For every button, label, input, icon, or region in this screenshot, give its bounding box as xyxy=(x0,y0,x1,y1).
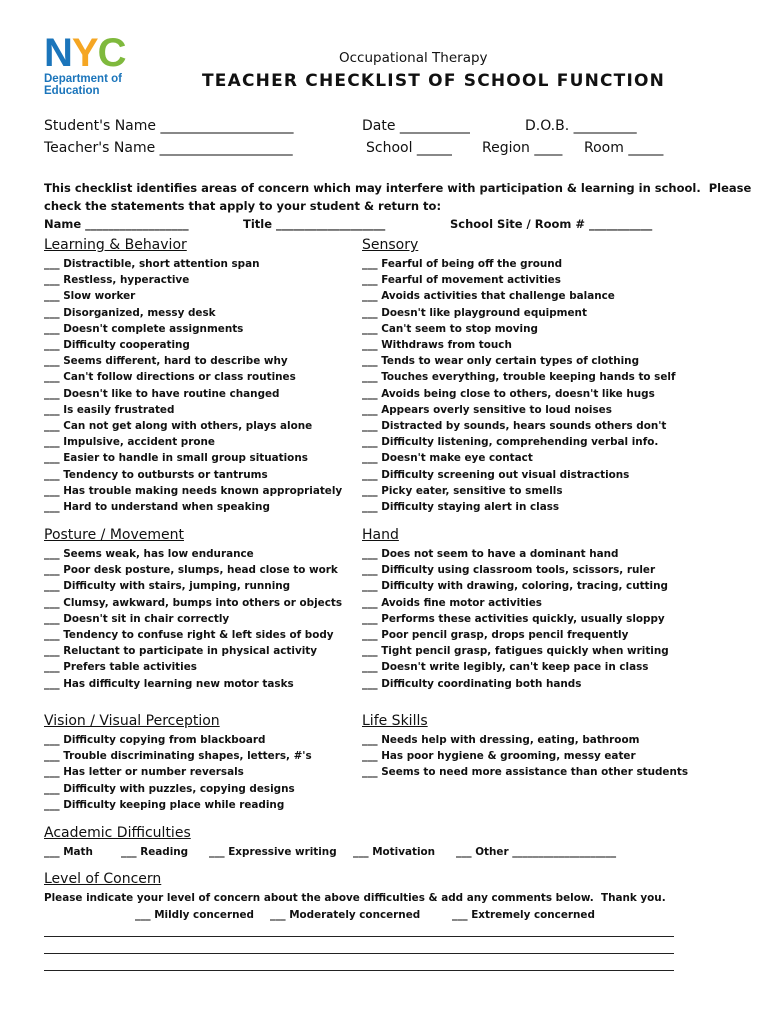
comment-line[interactable] xyxy=(44,970,674,971)
checklist-item[interactable]: ___ Difficulty listening, comprehending verbal info. xyxy=(362,436,659,449)
checklist-item[interactable]: ___ Tends to wear only certain types of clothing xyxy=(362,355,640,368)
concern-instruction: Please indicate your level of concern about the above difficulties & add any comments below. Thank you. xyxy=(44,892,666,904)
checklist-item[interactable]: ___ Hard to understand when speaking xyxy=(44,501,270,514)
checklist-item[interactable]: ___ Poor desk posture, slumps, head close to work xyxy=(44,564,338,577)
academic-heading: Academic Difficulties xyxy=(44,825,191,841)
logo-line-2: Education xyxy=(44,85,100,97)
checklist-item[interactable]: ___ Clumsy, awkward, bumps into others or objects xyxy=(44,596,343,609)
checklist-item[interactable]: ___ Difficulty using classroom tools, scissors, ruler xyxy=(362,564,656,577)
checklist-item[interactable]: ___ Appears overly sensitive to loud noises xyxy=(362,403,612,416)
sensory-heading: Sensory xyxy=(362,237,419,253)
checklist-item[interactable]: ___ Tendency to confuse right & left sides of body xyxy=(44,629,334,642)
intro-line-1: This checklist identifies areas of concern which may interfere with participation & learning in school. Please xyxy=(44,181,752,195)
checklist-item[interactable]: ___ Is easily frustrated xyxy=(44,403,175,416)
checklist-item[interactable]: ___ Difficulty cooperating xyxy=(44,339,190,352)
academic-item-reading[interactable]: ___ Reading xyxy=(121,846,189,858)
learning-behavior-list xyxy=(44,256,342,515)
logo-letters: NYC xyxy=(44,31,126,75)
concern-heading: Level of Concern xyxy=(44,871,162,887)
room-field[interactable]: Room _____ xyxy=(584,140,664,156)
checklist-item[interactable]: ___ Can't follow directions or class routines xyxy=(44,371,296,384)
checklist-item[interactable]: ___ Doesn't write legibly, can't keep pace in class xyxy=(362,661,649,674)
comment-line[interactable] xyxy=(44,953,674,954)
checklist-item[interactable]: ___ Avoids fine motor activities xyxy=(362,596,542,609)
checklist-item[interactable]: ___ Seems weak, has low endurance xyxy=(44,548,254,560)
checklist-item[interactable]: ___ Difficulty with puzzles, copying designs xyxy=(44,782,295,795)
sensory-list xyxy=(362,256,676,515)
checklist-item[interactable]: ___ Fearful of movement activities xyxy=(362,274,561,287)
comment-line[interactable] xyxy=(44,936,674,937)
checklist-item[interactable]: ___ Withdraws from touch xyxy=(362,339,512,352)
checklist-item[interactable]: ___ Fearful of being off the ground xyxy=(362,258,563,270)
checklist-item[interactable]: ___ Prefers table activities xyxy=(44,661,197,674)
checklist-item[interactable]: ___ Difficulty screening out visual distractions xyxy=(362,468,630,481)
intro-line-2: check the statements that apply to your student & return to: xyxy=(44,199,442,213)
life-skills-heading: Life Skills xyxy=(362,713,428,729)
region-field[interactable]: Region ____ xyxy=(482,140,563,156)
academic-item-motivation[interactable]: ___ Motivation xyxy=(353,846,436,858)
checklist-item[interactable]: ___ Avoids being close to others, doesn't like hugs xyxy=(362,387,655,400)
return-name-field[interactable]: Name __________________ xyxy=(44,217,189,231)
return-site-field[interactable]: School Site / Room # ___________ xyxy=(450,217,653,231)
checklist-item[interactable]: ___ Impulsive, accident prone xyxy=(44,436,215,449)
checklist-item[interactable]: ___ Easier to handle in small group situations xyxy=(44,452,308,465)
checklist-item[interactable]: ___ Doesn't sit in chair correctly xyxy=(44,612,230,625)
checklist-item[interactable]: ___ Seems different, hard to describe why xyxy=(44,355,288,368)
checklist-item[interactable]: ___ Avoids activities that challenge balance xyxy=(362,290,615,303)
school-field[interactable]: School _____ xyxy=(366,140,452,156)
checklist-item[interactable]: ___ Has trouble making needs known appropriately xyxy=(44,484,343,497)
checklist-item[interactable]: ___ Difficulty with drawing, coloring, tracing, cutting xyxy=(362,580,668,593)
checklist-item[interactable]: ___ Restless, hyperactive xyxy=(44,274,190,287)
checklist-item[interactable]: ___ Has difficulty learning new motor tasks xyxy=(44,677,294,690)
checklist-item[interactable]: ___ Poor pencil grasp, drops pencil frequently xyxy=(362,629,629,642)
date-field[interactable]: Date __________ xyxy=(362,118,470,134)
learning-behavior-heading: Learning & Behavior xyxy=(44,237,187,253)
academic-item-math[interactable]: ___ Math xyxy=(44,846,93,858)
checklist-item[interactable]: ___ Difficulty keeping place while reading xyxy=(44,798,285,811)
checklist-item[interactable]: ___ Has letter or number reversals xyxy=(44,766,244,779)
checklist-item[interactable]: ___ Does not seem to have a dominant hand xyxy=(362,548,619,560)
posture-movement-list xyxy=(44,546,342,692)
hand-heading: Hand xyxy=(362,527,399,543)
checklist-item[interactable]: ___ Difficulty with stairs, jumping, running xyxy=(44,580,291,593)
checklist-item[interactable]: ___ Can not get along with others, plays alone xyxy=(44,420,313,433)
student-name-field[interactable]: Student's Name ___________________ xyxy=(44,118,294,134)
checklist-item[interactable]: ___ Doesn't like playground equipment xyxy=(362,306,587,319)
page-title: TEACHER CHECKLIST OF SCHOOL FUNCTION xyxy=(202,71,666,91)
checklist-item[interactable]: ___ Trouble discriminating shapes, letters, #'s xyxy=(44,750,312,763)
checklist-item[interactable]: ___ Difficulty copying from blackboard xyxy=(44,734,266,746)
checklist-item[interactable]: ___ Difficulty staying alert in class xyxy=(362,501,560,514)
hand-list xyxy=(362,546,669,692)
checklist-item[interactable]: ___ Can't seem to stop moving xyxy=(362,322,538,335)
page-subtitle: Occupational Therapy xyxy=(339,50,488,66)
checklist-item[interactable]: ___ Has poor hygiene & grooming, messy eater xyxy=(362,750,636,763)
checklist-item[interactable]: ___ Touches everything, trouble keeping hands to self xyxy=(362,371,676,384)
teacher-name-field[interactable]: Teacher's Name ___________________ xyxy=(44,140,293,156)
life-skills-list xyxy=(362,732,688,781)
logo-line-1: Department of xyxy=(44,73,122,85)
return-title-field[interactable]: Title ___________________ xyxy=(243,217,386,231)
nyc-doe-logo xyxy=(44,33,152,99)
checklist-item[interactable]: ___ Slow worker xyxy=(44,290,136,303)
checklist-item[interactable]: ___ Disorganized, messy desk xyxy=(44,306,216,319)
checklist-item[interactable]: ___ Needs help with dressing, eating, bathroom xyxy=(362,734,640,746)
checklist-item[interactable]: ___ Seems to need more assistance than other students xyxy=(362,766,689,779)
vision-heading: Vision / Visual Perception xyxy=(44,713,220,729)
posture-movement-heading: Posture / Movement xyxy=(44,527,184,543)
concern-option-mild[interactable]: ___ Mildly concerned xyxy=(135,909,254,921)
checklist-item[interactable]: ___ Difficulty coordinating both hands xyxy=(362,677,582,690)
checklist-item[interactable]: ___ Doesn't complete assignments xyxy=(44,322,244,335)
checklist-item[interactable]: ___ Distracted by sounds, hears sounds others don't xyxy=(362,420,667,433)
checklist-item[interactable]: ___ Doesn't like to have routine changed xyxy=(44,387,280,400)
checklist-item[interactable]: ___ Doesn't make eye contact xyxy=(362,452,533,465)
academic-item-other[interactable]: ___ Other ____________________ xyxy=(456,846,617,858)
checklist-item[interactable]: ___ Performs these activities quickly, usually sloppy xyxy=(362,612,665,625)
checklist-item[interactable]: ___ Reluctant to participate in physical activity xyxy=(44,645,318,658)
checklist-item[interactable]: ___ Picky eater, sensitive to smells xyxy=(362,484,563,497)
checklist-item[interactable]: ___ Tight pencil grasp, fatigues quickly when writing xyxy=(362,645,669,658)
concern-option-extreme[interactable]: ___ Extremely concerned xyxy=(452,909,595,921)
vision-list xyxy=(44,732,312,813)
dob-field[interactable]: D.O.B. _________ xyxy=(525,118,637,134)
concern-option-moderate[interactable]: ___ Moderately concerned xyxy=(270,909,421,921)
checklist-item[interactable]: ___ Tendency to outbursts or tantrums xyxy=(44,468,268,481)
checklist-item[interactable]: ___ Distractible, short attention span xyxy=(44,258,260,270)
academic-item-writing[interactable]: ___ Expressive writing xyxy=(209,846,337,858)
